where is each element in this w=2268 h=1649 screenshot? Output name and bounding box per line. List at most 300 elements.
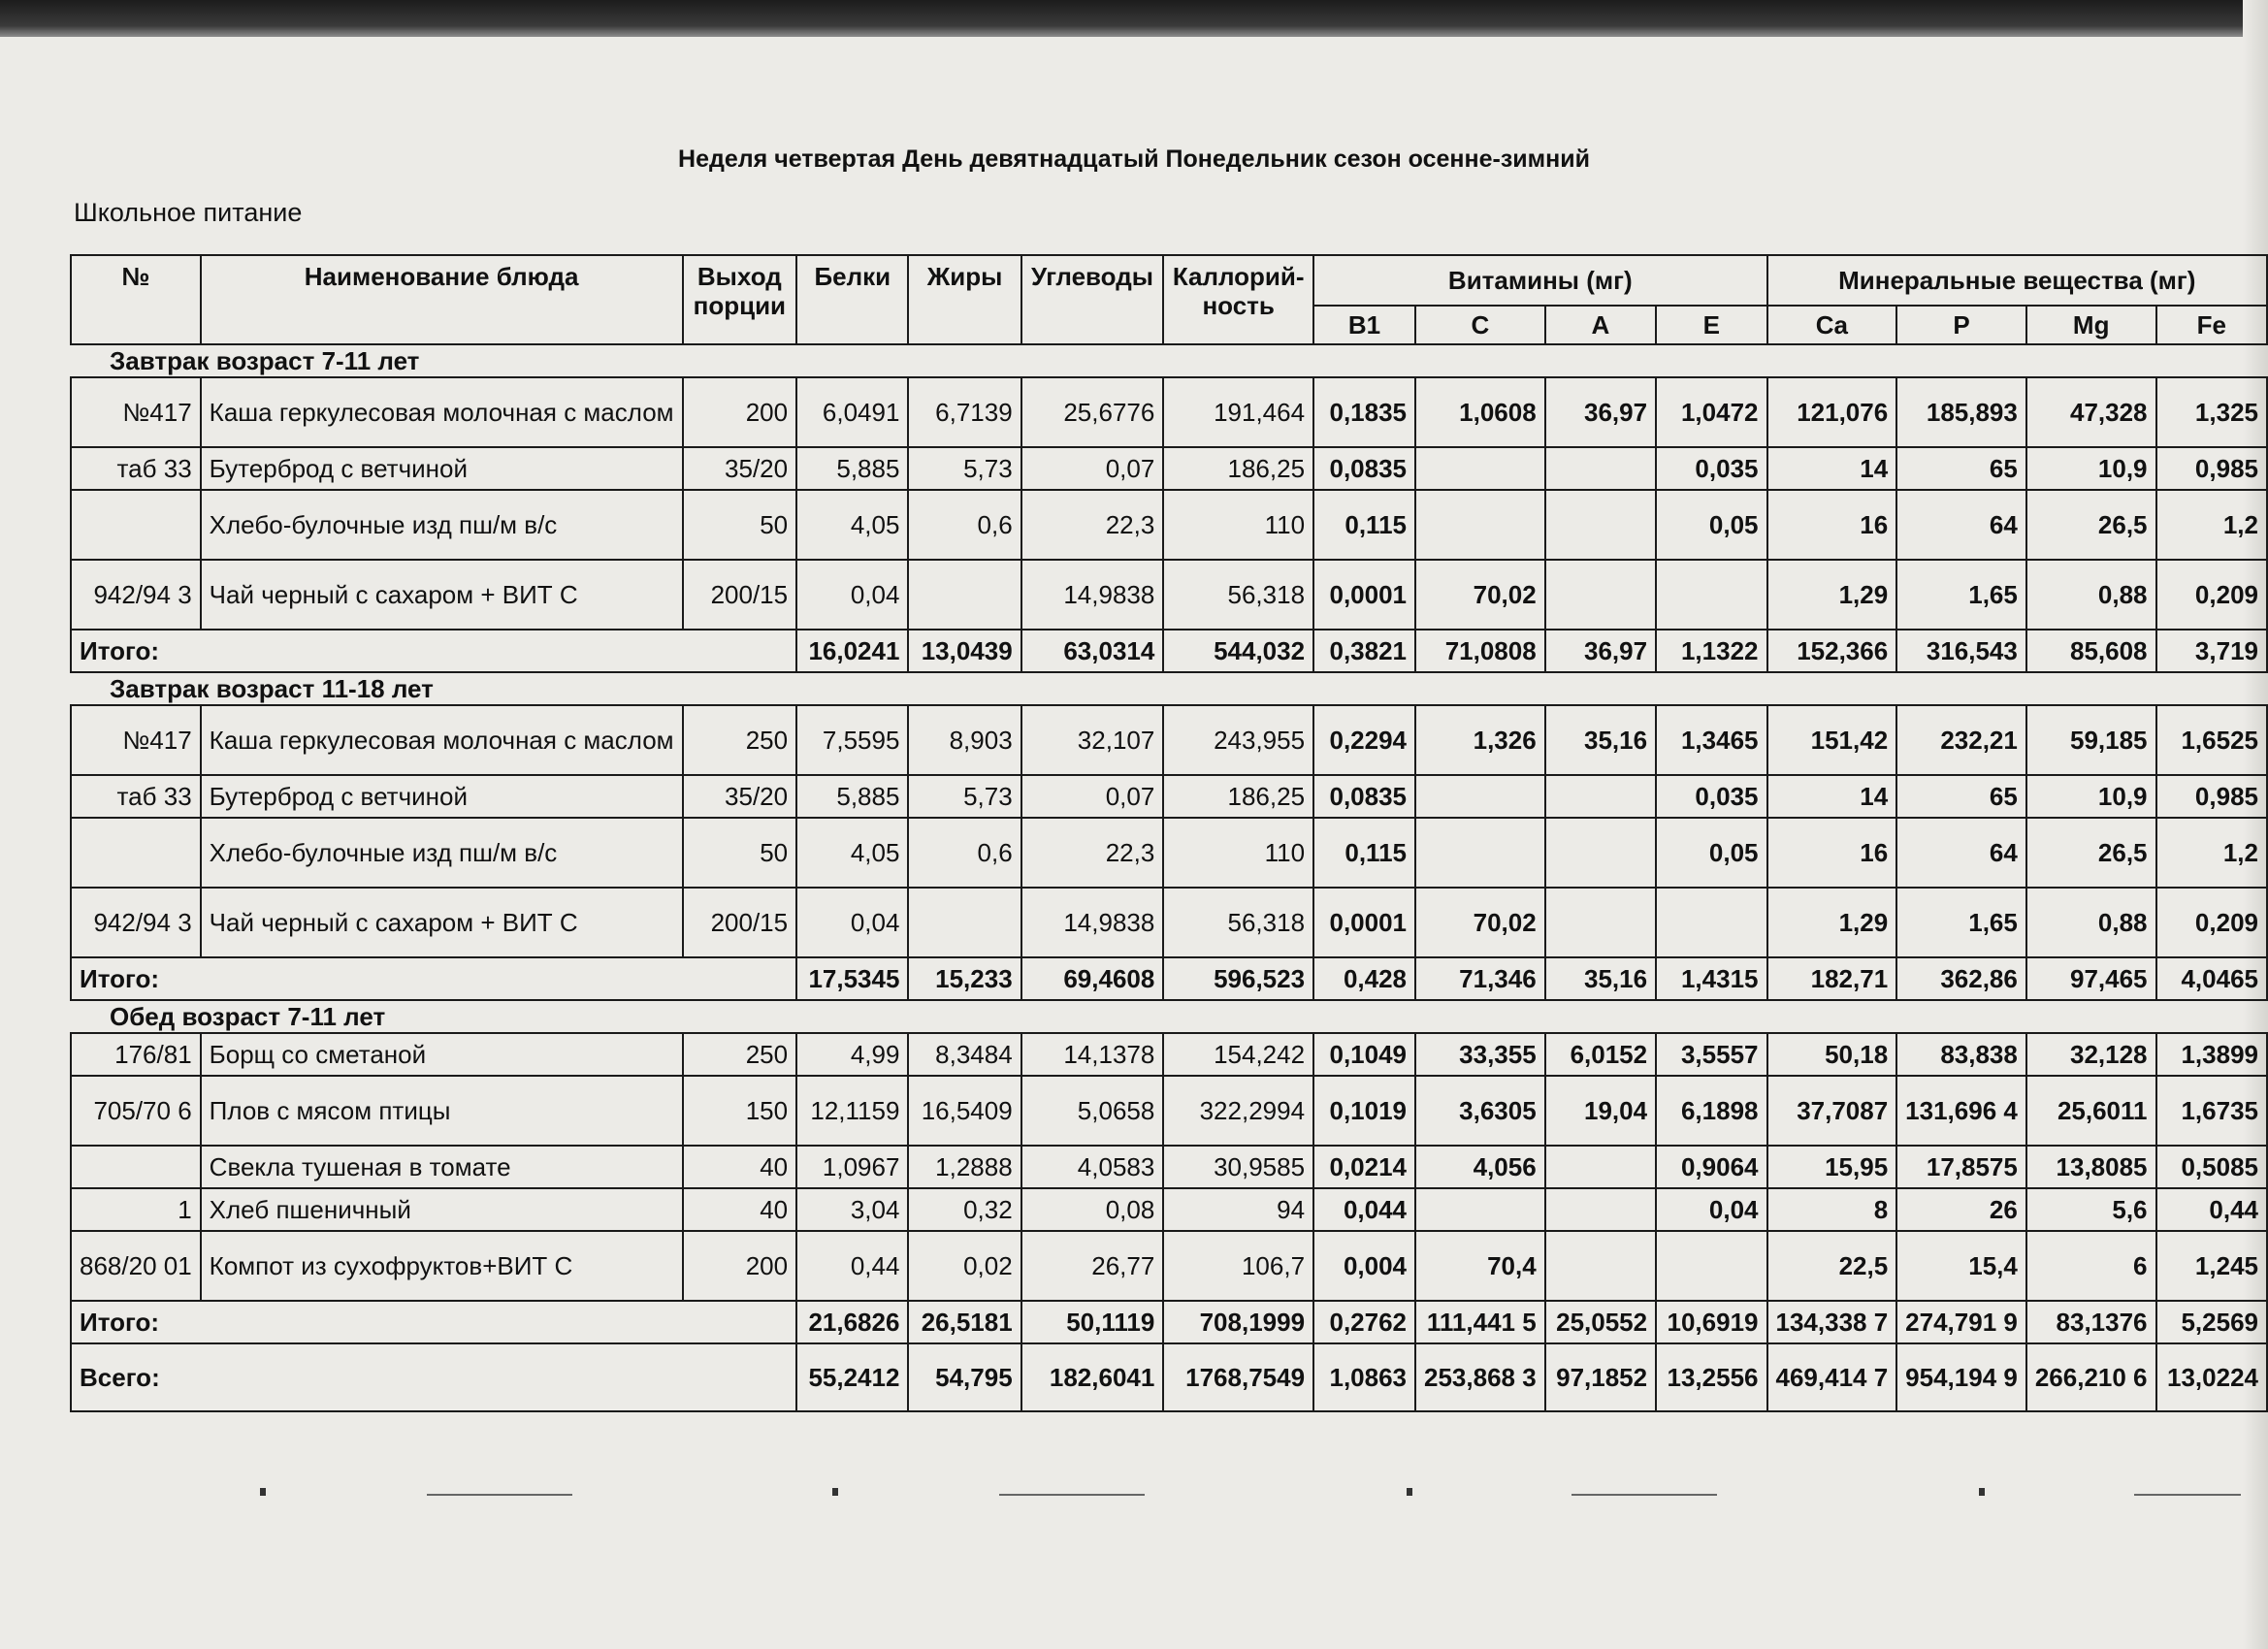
total-value: 1,4315 <box>1656 957 1766 1000</box>
value-cell <box>1545 775 1656 818</box>
section-header <box>71 344 2267 377</box>
value-cell: 200/15 <box>683 888 797 957</box>
header-fat: Жиры <box>908 255 1021 344</box>
table-body <box>71 344 2267 1411</box>
total-value: 25,0552 <box>1545 1301 1656 1343</box>
total-value: 5,2569 <box>2156 1301 2267 1343</box>
value-cell: 0,985 <box>2156 775 2267 818</box>
value-cell: 106,7 <box>1163 1231 1313 1301</box>
value-cell: 25,6011 <box>2026 1076 2156 1146</box>
dish-code: 176/81 <box>71 1033 201 1076</box>
table-row <box>71 377 2267 447</box>
value-cell: 8,3484 <box>908 1033 1021 1076</box>
total-value: 111,441 5 <box>1415 1301 1545 1343</box>
table-row <box>71 490 2267 560</box>
header-vitamins: Витамины (мг) <box>1313 255 1766 306</box>
value-cell: 1,0472 <box>1656 377 1766 447</box>
total-value: 21,6826 <box>796 1301 908 1343</box>
total-value: 15,233 <box>908 957 1021 1000</box>
value-cell: 0,08 <box>1021 1188 1164 1231</box>
table-row <box>71 775 2267 818</box>
value-cell: 64 <box>1896 818 2026 888</box>
total-label: Итого: <box>71 630 796 672</box>
table-row <box>71 560 2267 630</box>
value-cell: 322,2994 <box>1163 1076 1313 1146</box>
dish-code <box>71 818 201 888</box>
value-cell: 1,326 <box>1415 705 1545 775</box>
value-cell: 70,02 <box>1415 560 1545 630</box>
value-cell: 0,1049 <box>1313 1033 1415 1076</box>
total-value: 26,5181 <box>908 1301 1021 1343</box>
value-cell: 0,88 <box>2026 888 2156 957</box>
value-cell: 14 <box>1767 447 1897 490</box>
value-cell: 40 <box>683 1188 797 1231</box>
value-cell: 186,25 <box>1163 447 1313 490</box>
total-value: 182,71 <box>1767 957 1897 1000</box>
value-cell: 15,95 <box>1767 1146 1897 1188</box>
header-min-fe: Fe <box>2156 306 2267 344</box>
grand-total-value: 54,795 <box>908 1343 1021 1411</box>
value-cell: 8,903 <box>908 705 1021 775</box>
grand-total-row <box>71 1343 2267 1411</box>
dish-name: Бутерброд с ветчиной <box>201 447 683 490</box>
total-value: 97,465 <box>2026 957 2156 1000</box>
value-cell: 10,9 <box>2026 775 2156 818</box>
value-cell: 151,42 <box>1767 705 1897 775</box>
total-value: 17,5345 <box>796 957 908 1000</box>
value-cell <box>908 888 1021 957</box>
value-cell: 0,04 <box>796 560 908 630</box>
value-cell: 0,0214 <box>1313 1146 1415 1188</box>
total-row <box>71 957 2267 1000</box>
total-value: 10,6919 <box>1656 1301 1766 1343</box>
total-value: 50,1119 <box>1021 1301 1164 1343</box>
dish-code: 868/20 01 <box>71 1231 201 1301</box>
value-cell: 1,325 <box>2156 377 2267 447</box>
value-cell: 14 <box>1767 775 1897 818</box>
value-cell: 0,44 <box>2156 1188 2267 1231</box>
value-cell: 37,7087 <box>1767 1076 1897 1146</box>
value-cell: 5,6 <box>2026 1188 2156 1231</box>
scan-line <box>2134 1494 2241 1496</box>
value-cell: 65 <box>1896 447 2026 490</box>
grand-total-value: 182,6041 <box>1021 1343 1164 1411</box>
grand-total-value: 13,2556 <box>1656 1343 1766 1411</box>
table-row <box>71 1076 2267 1146</box>
value-cell: 200/15 <box>683 560 797 630</box>
value-cell: 0,07 <box>1021 447 1164 490</box>
value-cell: 0,115 <box>1313 818 1415 888</box>
value-cell: 200 <box>683 1231 797 1301</box>
value-cell <box>1545 888 1656 957</box>
value-cell: 0,2294 <box>1313 705 1415 775</box>
value-cell: 0,9064 <box>1656 1146 1766 1188</box>
value-cell: 22,3 <box>1021 490 1164 560</box>
value-cell <box>1545 447 1656 490</box>
value-cell: 1,2888 <box>908 1146 1021 1188</box>
value-cell <box>1545 1188 1656 1231</box>
value-cell: 26 <box>1896 1188 2026 1231</box>
grand-total-value: 1768,7549 <box>1163 1343 1313 1411</box>
value-cell: 0,035 <box>1656 775 1766 818</box>
value-cell <box>1545 818 1656 888</box>
table-row <box>71 705 2267 775</box>
value-cell: 131,696 4 <box>1896 1076 2026 1146</box>
value-cell: 59,185 <box>2026 705 2156 775</box>
header-minerals: Минеральные вещества (мг) <box>1767 255 2268 306</box>
value-cell: 26,5 <box>2026 818 2156 888</box>
scan-mark <box>832 1488 838 1496</box>
dish-name: Борщ со сметаной <box>201 1033 683 1076</box>
dish-name: Хлебо-булочные изд пш/м в/с <box>201 818 683 888</box>
value-cell: 5,885 <box>796 447 908 490</box>
value-cell <box>1415 775 1545 818</box>
value-cell: 0,5085 <box>2156 1146 2267 1188</box>
value-cell: 110 <box>1163 490 1313 560</box>
grand-total-value: 97,1852 <box>1545 1343 1656 1411</box>
value-cell: 5,73 <box>908 775 1021 818</box>
value-cell: 70,02 <box>1415 888 1545 957</box>
header-name: Наименование блюда <box>201 255 683 344</box>
total-value: 4,0465 <box>2156 957 2267 1000</box>
value-cell: 70,4 <box>1415 1231 1545 1301</box>
dish-name: Плов с мясом птицы <box>201 1076 683 1146</box>
value-cell <box>1656 560 1766 630</box>
value-cell: 83,838 <box>1896 1033 2026 1076</box>
value-cell: 0,209 <box>2156 560 2267 630</box>
value-cell: 1,29 <box>1767 560 1897 630</box>
value-cell: 56,318 <box>1163 888 1313 957</box>
value-cell: 191,464 <box>1163 377 1313 447</box>
document-subtitle: Школьное питание <box>74 198 303 227</box>
value-cell: 150 <box>683 1076 797 1146</box>
value-cell: 1,29 <box>1767 888 1897 957</box>
scan-line <box>1571 1494 1717 1496</box>
value-cell: 0,209 <box>2156 888 2267 957</box>
value-cell: 64 <box>1896 490 2026 560</box>
value-cell: 32,107 <box>1021 705 1164 775</box>
header-min-ca: Ca <box>1767 306 1897 344</box>
total-value: 362,86 <box>1896 957 2026 1000</box>
table-row <box>71 447 2267 490</box>
dish-name: Хлебо-булочные изд пш/м в/с <box>201 490 683 560</box>
total-value: 0,428 <box>1313 957 1415 1000</box>
grand-total-value: 55,2412 <box>796 1343 908 1411</box>
value-cell: 110 <box>1163 818 1313 888</box>
value-cell: 10,9 <box>2026 447 2156 490</box>
value-cell: 1,6525 <box>2156 705 2267 775</box>
total-value: 152,366 <box>1767 630 1897 672</box>
total-value: 596,523 <box>1163 957 1313 1000</box>
value-cell: 47,328 <box>2026 377 2156 447</box>
total-value: 274,791 9 <box>1896 1301 2026 1343</box>
value-cell <box>1415 447 1545 490</box>
value-cell: 3,6305 <box>1415 1076 1545 1146</box>
value-cell: 1,0608 <box>1415 377 1545 447</box>
nutrition-table <box>70 254 2268 1412</box>
value-cell: 0,0001 <box>1313 888 1415 957</box>
dish-name: Компот из сухофруктов+ВИТ С <box>201 1231 683 1301</box>
value-cell: 14,1378 <box>1021 1033 1164 1076</box>
value-cell: 0,05 <box>1656 818 1766 888</box>
value-cell: 0,1019 <box>1313 1076 1415 1146</box>
dish-name: Бутерброд с ветчиной <box>201 775 683 818</box>
header-protein: Белки <box>796 255 908 344</box>
value-cell: 25,6776 <box>1021 377 1164 447</box>
dish-code: таб 33 <box>71 775 201 818</box>
value-cell: 4,0583 <box>1021 1146 1164 1188</box>
value-cell: 5,73 <box>908 447 1021 490</box>
scan-line <box>427 1494 572 1496</box>
value-cell: 0,04 <box>1656 1188 1766 1231</box>
value-cell: 1,3465 <box>1656 705 1766 775</box>
scan-mark <box>260 1488 266 1496</box>
dish-code: 705/70 6 <box>71 1076 201 1146</box>
section-title: Завтрак возраст 11-18 лет <box>71 672 2267 705</box>
value-cell <box>1415 1188 1545 1231</box>
document-title: Неделя четвертая День девятнадцатый Понедельник сезон осенне-зимний <box>678 146 1590 173</box>
dish-code: 942/94 3 <box>71 888 201 957</box>
value-cell <box>1656 1231 1766 1301</box>
value-cell <box>1545 1146 1656 1188</box>
total-value: 134,338 7 <box>1767 1301 1897 1343</box>
header-min-mg: Mg <box>2026 306 2156 344</box>
value-cell: 0,44 <box>796 1231 908 1301</box>
table-row <box>71 1146 2267 1188</box>
section-header <box>71 672 2267 705</box>
value-cell: 250 <box>683 1033 797 1076</box>
total-value: 16,0241 <box>796 630 908 672</box>
header-portion: Выход порции <box>683 255 797 344</box>
value-cell: 0,004 <box>1313 1231 1415 1301</box>
dish-name: Свекла тушеная в томате <box>201 1146 683 1188</box>
value-cell: 19,04 <box>1545 1076 1656 1146</box>
value-cell: 0,6 <box>908 490 1021 560</box>
header-carbs: Углеводы <box>1021 255 1164 344</box>
value-cell <box>1545 1231 1656 1301</box>
value-cell: 185,893 <box>1896 377 2026 447</box>
value-cell: 0,32 <box>908 1188 1021 1231</box>
grand-total-value: 253,868 3 <box>1415 1343 1545 1411</box>
value-cell: 1,2 <box>2156 818 2267 888</box>
value-cell: 50,18 <box>1767 1033 1897 1076</box>
value-cell: 94 <box>1163 1188 1313 1231</box>
total-value: 71,346 <box>1415 957 1545 1000</box>
total-value: 0,3821 <box>1313 630 1415 672</box>
total-value: 83,1376 <box>2026 1301 2156 1343</box>
value-cell: 0,0835 <box>1313 447 1415 490</box>
dish-code: №417 <box>71 705 201 775</box>
value-cell: 3,04 <box>796 1188 908 1231</box>
value-cell: 7,5595 <box>796 705 908 775</box>
value-cell: 0,6 <box>908 818 1021 888</box>
header-vit-e: E <box>1656 306 1766 344</box>
value-cell: 200 <box>683 377 797 447</box>
value-cell: 16 <box>1767 818 1897 888</box>
total-value: 36,97 <box>1545 630 1656 672</box>
value-cell: 35,16 <box>1545 705 1656 775</box>
value-cell: 1,0967 <box>796 1146 908 1188</box>
value-cell: 32,128 <box>2026 1033 2156 1076</box>
value-cell: 250 <box>683 705 797 775</box>
total-value: 69,4608 <box>1021 957 1164 1000</box>
value-cell: 22,3 <box>1021 818 1164 888</box>
dish-code <box>71 490 201 560</box>
total-value: 13,0439 <box>908 630 1021 672</box>
value-cell: 0,07 <box>1021 775 1164 818</box>
value-cell <box>1545 560 1656 630</box>
grand-total-value: 13,0224 <box>2156 1343 2267 1411</box>
total-label: Итого: <box>71 1301 796 1343</box>
total-value: 35,16 <box>1545 957 1656 1000</box>
header-vit-a: A <box>1545 306 1656 344</box>
value-cell: 0,044 <box>1313 1188 1415 1231</box>
value-cell <box>1415 818 1545 888</box>
value-cell: 0,88 <box>2026 560 2156 630</box>
value-cell: 1,6735 <box>2156 1076 2267 1146</box>
value-cell: 4,05 <box>796 490 908 560</box>
grand-total-value: 266,210 6 <box>2026 1343 2156 1411</box>
value-cell: 4,056 <box>1415 1146 1545 1188</box>
value-cell: 1,245 <box>2156 1231 2267 1301</box>
value-cell: 1,65 <box>1896 560 2026 630</box>
scan-top-edge <box>0 0 2268 37</box>
header-vit-c: C <box>1415 306 1545 344</box>
value-cell: 26,5 <box>2026 490 2156 560</box>
value-cell: 0,985 <box>2156 447 2267 490</box>
value-cell: 154,242 <box>1163 1033 1313 1076</box>
value-cell: 0,1835 <box>1313 377 1415 447</box>
total-row <box>71 1301 2267 1343</box>
value-cell: 12,1159 <box>796 1076 908 1146</box>
total-value: 63,0314 <box>1021 630 1164 672</box>
total-value: 316,543 <box>1896 630 2026 672</box>
value-cell <box>908 560 1021 630</box>
value-cell: 6,7139 <box>908 377 1021 447</box>
value-cell: 6,0491 <box>796 377 908 447</box>
value-cell: 35/20 <box>683 447 797 490</box>
table-row <box>71 1231 2267 1301</box>
grand-total-value: 1,0863 <box>1313 1343 1415 1411</box>
value-cell: 1,65 <box>1896 888 2026 957</box>
value-cell: 16,5409 <box>908 1076 1021 1146</box>
value-cell <box>1415 490 1545 560</box>
grand-total-label: Всего: <box>71 1343 796 1411</box>
value-cell <box>1545 490 1656 560</box>
value-cell: 17,8575 <box>1896 1146 2026 1188</box>
total-value: 708,1999 <box>1163 1301 1313 1343</box>
dish-code: №417 <box>71 377 201 447</box>
header-calories: Каллорий-ность <box>1163 255 1313 344</box>
value-cell: 4,99 <box>796 1033 908 1076</box>
value-cell: 5,885 <box>796 775 908 818</box>
value-cell: 6,1898 <box>1656 1076 1766 1146</box>
value-cell: 0,02 <box>908 1231 1021 1301</box>
value-cell: 243,955 <box>1163 705 1313 775</box>
dish-name: Хлеб пшеничный <box>201 1188 683 1231</box>
dish-code: 942/94 3 <box>71 560 201 630</box>
total-value: 544,032 <box>1163 630 1313 672</box>
section-header <box>71 1000 2267 1033</box>
value-cell: 30,9585 <box>1163 1146 1313 1188</box>
total-value: 85,608 <box>2026 630 2156 672</box>
value-cell: 0,0835 <box>1313 775 1415 818</box>
value-cell: 3,5557 <box>1656 1033 1766 1076</box>
total-value: 3,719 <box>2156 630 2267 672</box>
header-vit-b1: B1 <box>1313 306 1415 344</box>
value-cell: 50 <box>683 490 797 560</box>
value-cell: 36,97 <box>1545 377 1656 447</box>
grand-total-value: 954,194 9 <box>1896 1343 2026 1411</box>
table-row <box>71 818 2267 888</box>
value-cell: 0,05 <box>1656 490 1766 560</box>
value-cell: 186,25 <box>1163 775 1313 818</box>
dish-code: таб 33 <box>71 447 201 490</box>
value-cell: 4,05 <box>796 818 908 888</box>
value-cell: 16 <box>1767 490 1897 560</box>
table-row <box>71 1188 2267 1231</box>
value-cell: 121,076 <box>1767 377 1897 447</box>
dish-name: Чай черный с сахаром + ВИТ С <box>201 560 683 630</box>
dish-name: Каша геркулесовая молочная с маслом <box>201 705 683 775</box>
value-cell: 1,3899 <box>2156 1033 2267 1076</box>
total-label: Итого: <box>71 957 796 1000</box>
value-cell: 5,0658 <box>1021 1076 1164 1146</box>
value-cell: 6,0152 <box>1545 1033 1656 1076</box>
value-cell: 14,9838 <box>1021 888 1164 957</box>
value-cell: 0,115 <box>1313 490 1415 560</box>
dish-code <box>71 1146 201 1188</box>
value-cell: 40 <box>683 1146 797 1188</box>
value-cell: 22,5 <box>1767 1231 1897 1301</box>
value-cell: 65 <box>1896 775 2026 818</box>
value-cell: 0,0001 <box>1313 560 1415 630</box>
scan-mark <box>1407 1488 1412 1496</box>
total-value: 0,2762 <box>1313 1301 1415 1343</box>
dish-name: Чай черный с сахаром + ВИТ С <box>201 888 683 957</box>
value-cell: 13,8085 <box>2026 1146 2156 1188</box>
header-min-p: P <box>1896 306 2026 344</box>
total-value: 71,0808 <box>1415 630 1545 672</box>
table-row <box>71 888 2267 957</box>
section-title: Завтрак возраст 7-11 лет <box>71 344 2267 377</box>
value-cell: 232,21 <box>1896 705 2026 775</box>
table-row <box>71 1033 2267 1076</box>
scan-mark <box>1979 1488 1985 1496</box>
value-cell: 8 <box>1767 1188 1897 1231</box>
value-cell: 14,9838 <box>1021 560 1164 630</box>
value-cell: 33,355 <box>1415 1033 1545 1076</box>
value-cell: 56,318 <box>1163 560 1313 630</box>
value-cell: 0,04 <box>796 888 908 957</box>
dish-code: 1 <box>71 1188 201 1231</box>
header-num: № <box>71 255 201 344</box>
section-title: Обед возраст 7-11 лет <box>71 1000 2267 1033</box>
total-value: 1,1322 <box>1656 630 1766 672</box>
scan-line <box>999 1494 1145 1496</box>
value-cell: 35/20 <box>683 775 797 818</box>
dish-name: Каша геркулесовая молочная с маслом <box>201 377 683 447</box>
value-cell: 50 <box>683 818 797 888</box>
value-cell: 0,035 <box>1656 447 1766 490</box>
value-cell: 6 <box>2026 1231 2156 1301</box>
value-cell: 1,2 <box>2156 490 2267 560</box>
value-cell <box>1656 888 1766 957</box>
grand-total-value: 469,414 7 <box>1767 1343 1897 1411</box>
value-cell: 26,77 <box>1021 1231 1164 1301</box>
value-cell: 15,4 <box>1896 1231 2026 1301</box>
total-row <box>71 630 2267 672</box>
